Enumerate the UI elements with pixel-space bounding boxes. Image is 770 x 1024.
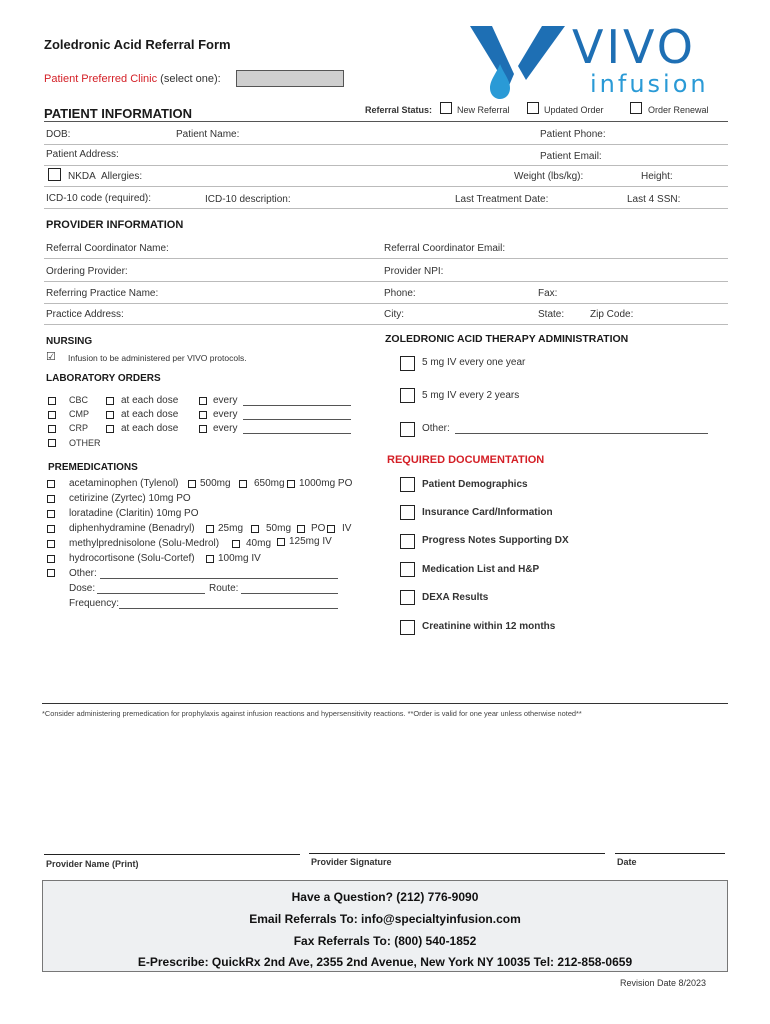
- logo-text-sub: infusion: [590, 70, 709, 98]
- patient-name-label: Patient Name:: [176, 129, 240, 140]
- footer-email: Email Referrals To: info@specialtyinfusion.com: [249, 912, 521, 926]
- doc-demographics-checkbox[interactable]: [400, 477, 415, 492]
- methyl-40-checkbox[interactable]: [232, 540, 240, 548]
- fax-label: Fax:: [538, 288, 558, 299]
- cetirizine-checkbox[interactable]: [47, 495, 55, 503]
- doc-creatinine-checkbox[interactable]: [400, 620, 415, 635]
- doc-insurance-checkbox[interactable]: [400, 505, 415, 520]
- patient-phone-label: Patient Phone:: [540, 129, 606, 140]
- methyl-125-label: 125mg IV: [289, 536, 332, 547]
- footer-fax: Fax Referrals To: (800) 540-1852: [293, 934, 477, 948]
- therapy-one-year-checkbox[interactable]: [400, 356, 415, 371]
- loratadine-label: loratadine (Claritin) 10mg PO: [69, 508, 199, 519]
- diph-25-label: 25mg: [218, 523, 244, 534]
- new-referral-checkbox[interactable]: [440, 102, 452, 114]
- nkda-label: NKDA: [68, 171, 96, 182]
- acet-650-label: 650mg: [254, 478, 285, 489]
- clinic-label: Patient Preferred Clinic: [44, 73, 158, 85]
- clinic-hint: (select one):: [160, 73, 221, 85]
- order-renewal-label: Order Renewal: [648, 105, 709, 115]
- premed-route-label: Route:: [209, 583, 239, 594]
- acetaminophen-label: acetaminophen (Tylenol): [69, 478, 179, 489]
- practice-name-label: Referring Practice Name:: [46, 288, 159, 299]
- city-label: City:: [384, 309, 404, 320]
- new-referral-label: New Referral: [457, 105, 510, 115]
- patient-info-heading: PATIENT INFORMATION: [44, 106, 193, 121]
- diph-po-label: PO: [311, 523, 326, 534]
- lab-cbc-each-checkbox[interactable]: [106, 397, 114, 405]
- lab-cbc-checkbox[interactable]: [48, 397, 56, 405]
- zip-label: Zip Code:: [590, 309, 634, 320]
- lab-crp-label: CRP: [69, 423, 89, 433]
- lab-cmp-every-checkbox[interactable]: [199, 411, 207, 419]
- doc-medication-list-label: Medication List and H&P: [422, 564, 540, 575]
- methyl-125-checkbox[interactable]: [277, 538, 285, 546]
- diph-25-checkbox[interactable]: [206, 525, 214, 533]
- revision-date: Revision Date 8/2023: [620, 978, 707, 988]
- last-treatment-label: Last Treatment Date:: [455, 194, 549, 205]
- lab-cmp-each-label: at each dose: [121, 409, 179, 420]
- clinic-select[interactable]: [236, 70, 344, 87]
- weight-label: Weight (lbs/kg):: [514, 171, 584, 182]
- doc-progress-notes-label: Progress Notes Supporting DX: [422, 535, 569, 546]
- date-field[interactable]: [615, 853, 725, 854]
- lab-crp-each-label: at each dose: [121, 423, 179, 434]
- diphenhydramine-label: diphenhydramine (Benadryl): [69, 523, 195, 534]
- provider-signature-label: Provider Signature: [311, 857, 392, 867]
- doc-progress-notes-checkbox[interactable]: [400, 534, 415, 549]
- therapy-other-field[interactable]: [455, 433, 708, 434]
- state-label: State:: [538, 309, 565, 320]
- referral-status-label: Referral Status:: [365, 105, 433, 115]
- provider-name-label: Provider Name (Print): [46, 859, 139, 869]
- lab-other-checkbox[interactable]: [48, 439, 56, 447]
- footer-question: Have a Question? (212) 776-9090: [291, 890, 479, 904]
- logo-text-main: VIVO: [572, 20, 696, 74]
- cetirizine-label: cetirizine (Zyrtec) 10mg PO: [69, 493, 191, 504]
- methylpred-label: methylprednisolone (Solu-Medrol): [69, 538, 220, 549]
- diph-po-checkbox[interactable]: [297, 525, 305, 533]
- phone-label: Phone:: [384, 288, 416, 299]
- premed-other-checkbox[interactable]: [47, 569, 55, 577]
- lab-cbc-each-label: at each dose: [121, 395, 179, 406]
- premed-other-field[interactable]: [100, 578, 338, 579]
- lab-crp-checkbox[interactable]: [48, 425, 56, 433]
- methylpred-checkbox[interactable]: [47, 540, 55, 548]
- patient-address-label: Patient Address:: [46, 149, 119, 160]
- contact-footer: [42, 880, 728, 972]
- ordering-provider-label: Ordering Provider:: [46, 266, 128, 277]
- acet-1000-checkbox[interactable]: [287, 480, 295, 488]
- therapy-heading: ZOLEDRONIC ACID THERAPY ADMINISTRATION: [385, 333, 629, 345]
- updated-order-label: Updated Order: [544, 105, 604, 115]
- provider-name-field[interactable]: [44, 854, 300, 855]
- lab-cmp-checkbox[interactable]: [48, 411, 56, 419]
- clinic-row: [44, 73, 221, 85]
- doc-medication-list-checkbox[interactable]: [400, 562, 415, 577]
- premed-other-label: Other:: [69, 568, 97, 579]
- therapy-other-checkbox[interactable]: [400, 422, 415, 437]
- diph-50-label: 50mg: [266, 523, 292, 534]
- nkda-checkbox[interactable]: [48, 168, 61, 181]
- icd-desc-label: ICD-10 description:: [205, 194, 291, 205]
- coord-name-label: Referral Coordinator Name:: [46, 243, 169, 254]
- lab-crp-every-label: every: [213, 423, 238, 434]
- acet-500-checkbox[interactable]: [188, 480, 196, 488]
- loratadine-checkbox[interactable]: [47, 510, 55, 518]
- doc-demographics-label: Patient Demographics: [422, 479, 528, 490]
- acet-650-checkbox[interactable]: [239, 480, 247, 488]
- doc-dexa-checkbox[interactable]: [400, 590, 415, 605]
- therapy-two-years-checkbox[interactable]: [400, 388, 415, 403]
- acetaminophen-checkbox[interactable]: [47, 480, 55, 488]
- therapy-two-years-label: 5 mg IV every 2 years: [422, 390, 520, 401]
- lab-other-label: OTHER: [69, 438, 101, 448]
- last4ssn-label: Last 4 SSN:: [627, 194, 681, 205]
- hydrocortisone-checkbox[interactable]: [47, 555, 55, 563]
- doc-creatinine-label: Creatinine within 12 months: [422, 621, 556, 632]
- lab-cmp-every-label: every: [213, 409, 238, 420]
- practice-address-label: Practice Address:: [46, 309, 124, 320]
- patient-email-label: Patient Email:: [540, 151, 602, 162]
- date-label: Date: [617, 857, 637, 867]
- provider-signature-field[interactable]: [309, 853, 605, 854]
- premed-route-field[interactable]: [241, 593, 338, 594]
- nursing-text: Infusion to be administered per VIVO protocols.: [68, 353, 247, 363]
- lab-cbc-every-label: every: [213, 395, 238, 406]
- provider-npi-label: Provider NPI:: [384, 266, 444, 277]
- coord-email-label: Referral Coordinator Email:: [384, 243, 506, 254]
- diph-iv-label: IV: [342, 523, 352, 534]
- lab-crp-every-checkbox[interactable]: [199, 425, 207, 433]
- doc-dexa-label: DEXA Results: [422, 592, 489, 603]
- vivo-logo: [470, 22, 725, 100]
- lab-cbc-every-checkbox[interactable]: [199, 397, 207, 405]
- therapy-other-label: Other:: [422, 423, 450, 434]
- lab-orders-heading: LABORATORY ORDERS: [46, 373, 161, 384]
- nursing-checked-icon[interactable]: ☑: [46, 351, 56, 363]
- updated-order-checkbox[interactable]: [527, 102, 539, 114]
- nursing-heading: NURSING: [46, 336, 93, 347]
- vivo-logo-mark: [470, 22, 565, 100]
- hydrocortisone-label: hydrocortisone (Solu-Cortef): [69, 553, 195, 564]
- icd-code-label: ICD-10 code (required):: [46, 193, 152, 204]
- premed-dose-field[interactable]: [97, 593, 205, 594]
- hydro-100-checkbox[interactable]: [206, 555, 214, 563]
- lab-cbc-label: CBC: [69, 395, 89, 405]
- footnote: *Consider administering premedication for prophylaxis against infusion reactions and hypersensitivity reactions. **Order is valid for one year unless otherwise noted**: [42, 709, 582, 718]
- form-title: Zoledronic Acid Referral Form: [44, 37, 231, 52]
- allergies-label: Allergies:: [101, 171, 143, 182]
- required-docs-heading: REQUIRED DOCUMENTATION: [387, 454, 545, 466]
- hydro-100-label: 100mg IV: [218, 553, 261, 564]
- premed-frequency-label: Frequency:: [69, 598, 120, 609]
- therapy-one-year-label: 5 mg IV every one year: [422, 357, 526, 368]
- premed-dose-label: Dose:: [69, 583, 96, 594]
- diph-iv-checkbox[interactable]: [327, 525, 335, 533]
- lab-cmp-label: CMP: [69, 409, 89, 419]
- acet-1000-label: 1000mg PO: [299, 478, 353, 489]
- lab-cmp-each-checkbox[interactable]: [106, 411, 114, 419]
- provider-info-heading: PROVIDER INFORMATION: [46, 219, 184, 231]
- order-renewal-checkbox[interactable]: [630, 102, 642, 114]
- diphenhydramine-checkbox[interactable]: [47, 525, 55, 533]
- premed-frequency-field[interactable]: [119, 608, 338, 609]
- premed-heading: PREMEDICATIONS: [48, 462, 138, 473]
- methyl-40-label: 40mg: [246, 538, 272, 549]
- lab-crp-each-checkbox[interactable]: [106, 425, 114, 433]
- height-label: Height:: [641, 171, 673, 182]
- dob-label: DOB:: [46, 129, 71, 140]
- footer-eprescribe: E-Prescribe: QuickRx 2nd Ave, 2355 2nd Avenue, New York NY 10035 Tel: 212-858-0659: [137, 955, 633, 969]
- acet-500-label: 500mg: [200, 478, 231, 489]
- doc-insurance-label: Insurance Card/Information: [422, 507, 553, 518]
- diph-50-checkbox[interactable]: [251, 525, 259, 533]
